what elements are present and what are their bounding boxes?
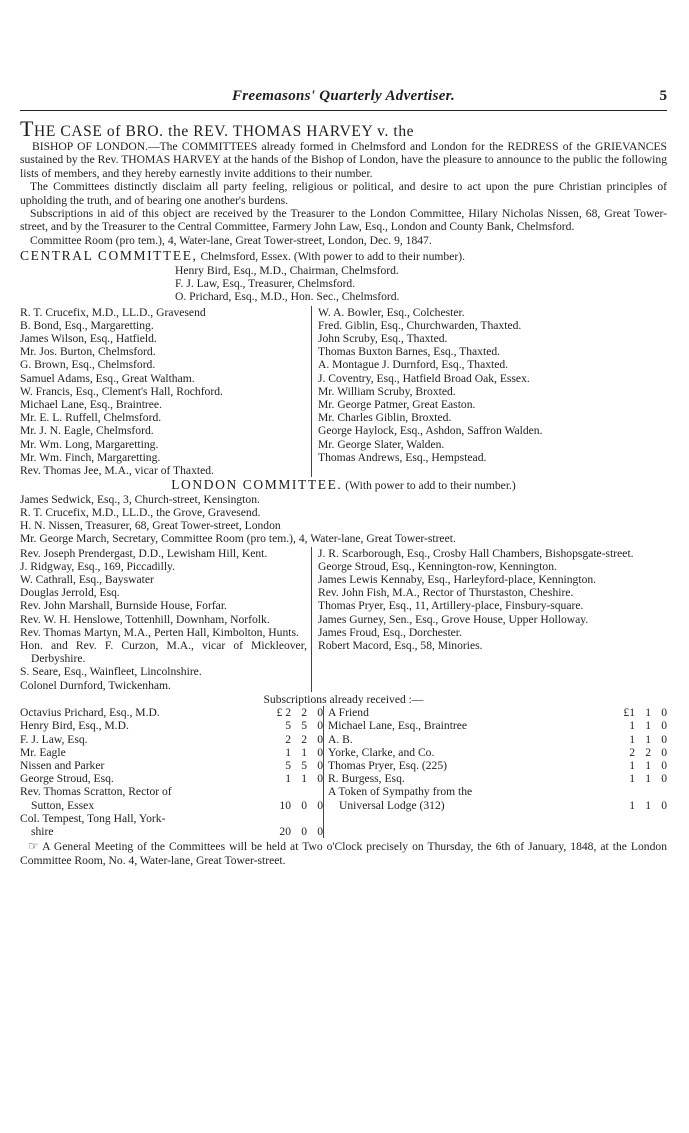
list-item: George Stroud, Esq., Kennington-row, Kennington. — [318, 559, 557, 573]
subscriptions-right — [324, 706, 667, 838]
list-item: W. A. Bowler, Esq., Colchester. — [318, 305, 465, 319]
list-item: Rev. Thomas Martyn, M.A., Perten Hall, Kimbolton, Hunts. — [20, 625, 299, 639]
list-item: Fred. Giblin, Esq., Churchwarden, Thaxted. — [318, 318, 522, 332]
amount-pounds: 5 — [285, 719, 291, 733]
london-committee-heading — [20, 478, 667, 492]
subscriptions-left — [20, 706, 324, 838]
subscriber-name: Yorke, Clarke, and Co. — [328, 745, 435, 759]
list-item: James Gurney, Sen., Esq., Grove House, Upper Holloway. — [318, 612, 589, 626]
london-committee-subtitle: (With power to add to their number.) — [345, 479, 516, 493]
list-item: George Haylock, Esq., Ashdon, Saffron Walden. — [318, 424, 543, 438]
list-item: James Wilson, Esq., Hatfield. — [20, 332, 157, 346]
running-title: Freemasons' Quarterly Advertiser. — [231, 88, 456, 104]
amount-pence: 0 — [661, 706, 667, 720]
list-item: B. Bond, Esq., Margaretting. — [20, 318, 154, 332]
central-members-right — [312, 306, 667, 478]
list-item: Rev. John Fish, M.A., Rector of Thurstaston, Cheshire. — [318, 586, 574, 600]
central-members — [20, 306, 667, 478]
subscriber-name: Universal Lodge (312) — [339, 798, 445, 812]
amount-pounds: £ 2 — [276, 706, 291, 720]
amount-shillings: 2 — [301, 732, 307, 746]
list-item: Robert Macord, Esq., 58, Minories. — [318, 638, 483, 652]
subscriber-name: Thomas Pryer, Esq. (225) — [328, 758, 447, 772]
amount-pence: 0 — [661, 719, 667, 733]
list-item: R. T. Crucefix, M.D., LL.D., Gravesend — [20, 305, 206, 319]
list-item: Mr. Jos. Burton, Chelmsford. — [20, 345, 156, 359]
table-row — [20, 772, 323, 785]
list-item: Rev. John Marshall, Burnside House, Forfar. — [20, 599, 227, 613]
table-row — [20, 812, 323, 825]
amount-pence: 0 — [661, 772, 667, 786]
subscriber-name: George Stroud, Esq. — [20, 772, 114, 786]
article-headline — [20, 116, 667, 141]
subscriber-name: A Token of Sympathy from the — [328, 785, 473, 799]
list-item: H. N. Nissen, Treasurer, 68, Great Tower-street, London — [20, 519, 281, 533]
amount-pounds: 1 — [629, 772, 635, 786]
amount-shillings — [635, 785, 651, 798]
amount-pence: 0 — [661, 732, 667, 746]
table-row — [20, 746, 323, 759]
list-item: Rev. W. H. Henslowe, Tottenhill, Downham, Norfolk. — [20, 612, 270, 626]
amount-pence: 0 — [317, 719, 323, 733]
subscriber-name: Michael Lane, Esq., Braintree — [328, 719, 468, 733]
list-item: Rev. Thomas Jee, M.A., vicar of Thaxted. — [20, 464, 214, 478]
intro-paragraph: BISHOP OF LONDON.—The COMMITTEES already formed in Chelmsford and London for the REDRESS of the GRIEVANCES sustained by the Rev. THOMAS HARVEY at the hands of the Bishop of London, have the pleasure to announce to the public the following lists of members, and they hereby earnestly invite additions to their number. — [20, 140, 667, 180]
table-row — [328, 785, 667, 798]
list-item: Mr. George Slater, Walden. — [318, 437, 445, 451]
list-item: Thomas Buxton Barnes, Esq., Thaxted. — [318, 345, 501, 359]
meeting-notice-text: A General Meeting of the Committees will be held at Two o'Clock precisely on Thursday, the 6th of January, 1848, at the London Committee Room, No. 4, Water-lane, Great Tower-street. — [20, 840, 667, 867]
officer-chairman: Henry Bird, Esq., M.D., Chairman, Chelmsford. — [175, 263, 399, 277]
subscription-amount — [613, 746, 667, 759]
list-item: Rev. Joseph Prendergast, D.D., Lewisham Hill, Kent. — [20, 546, 268, 560]
amount-pounds: 5 — [285, 758, 291, 772]
amount-pounds — [269, 812, 291, 825]
page-number: 5 — [659, 88, 667, 104]
table-row — [328, 799, 667, 812]
officer-treasurer: F. J. Law, Esq., Treasurer, Chelmsford. — [175, 276, 356, 290]
headline-dropcap: T — [20, 116, 35, 141]
subscription-amount — [613, 706, 667, 719]
amount-pence: 0 — [317, 706, 323, 720]
amount-pounds: 1 — [629, 719, 635, 733]
list-item: Mr. J. N. Eagle, Chelmsford. — [20, 424, 154, 438]
list-item: W. Francis, Esq., Clement's Hall, Rochford. — [20, 384, 223, 398]
table-row — [20, 785, 323, 798]
london-officers — [20, 493, 667, 546]
amount-shillings: 1 — [645, 758, 651, 772]
table-row — [328, 772, 667, 785]
subscriber-name: Rev. Thomas Scratton, Rector of — [20, 785, 172, 799]
list-item: James Froud, Esq., Dorchester. — [318, 625, 462, 639]
london-committee-title: LONDON COMMITTEE. — [171, 477, 343, 493]
list-item: Mr. William Scruby, Broxted. — [318, 384, 456, 398]
subscription-amount — [269, 719, 323, 732]
list-item: G. Brown, Esq., Chelmsford. — [20, 358, 156, 372]
subscription-amount — [269, 706, 323, 719]
amount-pounds: 1 — [629, 798, 635, 812]
table-row — [20, 759, 323, 772]
headline-text: HE CASE of BRO. the REV. THOMAS HARVEY v. the — [34, 123, 415, 140]
amount-pounds — [613, 785, 635, 798]
subscriber-name: A Friend — [328, 706, 369, 720]
amount-pounds: 1 — [285, 772, 291, 786]
list-item: Mr. E. L. Ruffell, Chelmsford. — [20, 411, 162, 425]
list-item: J. Coventry, Esq., Hatfield Broad Oak, Essex. — [318, 371, 530, 385]
list-item: J. R. Scarborough, Esq., Crosby Hall Chambers, Bishopsgate-street. — [318, 546, 634, 560]
amount-pence: 0 — [317, 772, 323, 786]
list-item: A. Montague J. Durnford, Esq., Thaxted. — [318, 358, 509, 372]
subscriber-name: Nissen and Parker — [20, 758, 105, 772]
table-row — [328, 746, 667, 759]
subscription-amount — [613, 799, 667, 812]
list-item: Mr. Charles Giblin, Broxted. — [318, 411, 452, 425]
amount-pounds — [269, 785, 291, 798]
amount-shillings — [291, 785, 307, 798]
amount-pence — [307, 812, 323, 825]
table-row — [328, 733, 667, 746]
subscription-amount — [269, 733, 323, 746]
subscriber-name: shire — [31, 824, 54, 838]
central-committee-subtitle: Chelmsford, Essex. (With power to add to their number). — [200, 250, 465, 264]
list-item: Mr. Wm. Long, Margaretting. — [20, 437, 159, 451]
amount-pounds: 20 — [279, 824, 291, 838]
central-committee-title: CENTRAL COMMITTEE, — [20, 248, 198, 264]
amount-shillings: 5 — [301, 719, 307, 733]
list-item: Thomas Pryer, Esq., 11, Artillery-place, Finsbury-square. — [318, 599, 584, 613]
amount-shillings: 5 — [301, 758, 307, 772]
amount-shillings: 1 — [645, 719, 651, 733]
subscriber-name: A. B. — [328, 732, 353, 746]
subscriptions-paragraph: Subscriptions in aid of this object are received by the Treasurer to the London Committee, Hilary Nicholas Nissen, 68, Great Tower-street, and by the Treasurer to the Central Committee, Farmery John Law, Esq., London and County Bank, Chelmsford. — [20, 207, 667, 234]
amount-pence: 0 — [317, 824, 323, 838]
amount-pence: 0 — [317, 732, 323, 746]
list-item: Hon. and Rev. F. Curzon, M.A., vicar of Mickleover, Derbyshire. — [20, 638, 307, 666]
table-row — [328, 759, 667, 772]
list-item: S. Seare, Esq., Wainfleet, Lincolnshire. — [20, 665, 202, 679]
subscriber-name: Col. Tempest, Tong Hall, York- — [20, 811, 166, 825]
amount-pence — [651, 785, 667, 798]
amount-shillings: 1 — [301, 745, 307, 759]
amount-shillings: 2 — [301, 706, 307, 720]
list-item: J. Ridgway, Esq., 169, Piccadilly. — [20, 559, 175, 573]
amount-pence — [307, 785, 323, 798]
amount-shillings: 1 — [645, 732, 651, 746]
amount-shillings: 0 — [301, 824, 307, 838]
amount-pence: 0 — [317, 798, 323, 812]
amount-shillings: 0 — [301, 798, 307, 812]
subscription-amount — [269, 825, 323, 838]
subscription-amount — [613, 733, 667, 746]
amount-shillings — [291, 812, 307, 825]
list-item: Mr. Wm. Finch, Margaretting. — [20, 450, 161, 464]
list-item: John Scruby, Esq., Thaxted. — [318, 332, 448, 346]
london-members-left — [20, 547, 312, 692]
subscription-amount — [269, 799, 323, 812]
amount-pence: 0 — [661, 798, 667, 812]
list-item: W. Cathrall, Esq., Bayswater — [20, 572, 154, 586]
amount-pence: 0 — [661, 758, 667, 772]
page-body — [20, 116, 667, 867]
amount-pence: 0 — [317, 745, 323, 759]
subscription-amount — [269, 772, 323, 785]
committee-room-paragraph: Committee Room (pro tem.), 4, Water-lane, Great Tower-street, London, Dec. 9, 1847. — [30, 233, 432, 247]
list-item: Samuel Adams, Esq., Great Waltham. — [20, 371, 195, 385]
list-item: James Lewis Kennaby, Esq., Harleyford-place, Kennington. — [318, 572, 597, 586]
subscriber-name: F. J. Law, Esq. — [20, 732, 88, 746]
pointing-hand-icon: ☞ — [28, 839, 39, 854]
page-header — [20, 88, 667, 110]
subscription-amount — [613, 759, 667, 772]
amount-pounds: 2 — [629, 745, 635, 759]
amount-pounds: 10 — [279, 798, 291, 812]
london-members-right — [312, 547, 667, 692]
list-item: Thomas Andrews, Esq., Hempstead. — [318, 450, 487, 464]
amount-shillings: 1 — [645, 798, 651, 812]
list-item: R. T. Crucefix, M.D., LL.D., the Grove, Gravesend. — [20, 505, 261, 519]
subscriptions-table — [20, 706, 667, 838]
london-members — [20, 547, 667, 692]
subscriber-name: Octavius Prichard, Esq., M.D. — [20, 706, 160, 720]
amount-shillings: 1 — [645, 706, 651, 720]
list-item: Mr. George Patmer, Great Easton. — [318, 398, 476, 412]
table-row — [20, 799, 323, 812]
central-members-left — [20, 306, 312, 478]
central-committee-heading — [20, 249, 667, 263]
subscription-amount — [269, 746, 323, 759]
meeting-notice — [20, 840, 667, 867]
subscription-amount — [269, 785, 323, 798]
list-item: James Sedwick, Esq., 3, Church-street, Kensington. — [20, 492, 260, 506]
amount-pounds: 1 — [629, 758, 635, 772]
subscription-amount — [269, 812, 323, 825]
header-rule — [20, 110, 667, 111]
list-item: Douglas Jerrold, Esq. — [20, 586, 120, 600]
subscription-amount — [613, 785, 667, 798]
subscription-amount — [613, 719, 667, 732]
table-row — [328, 706, 667, 719]
amount-pounds: 2 — [285, 732, 291, 746]
table-row — [20, 719, 323, 732]
amount-pounds: £1 — [623, 706, 635, 720]
subscription-amount — [613, 772, 667, 785]
amount-shillings: 1 — [645, 772, 651, 786]
amount-pence: 0 — [661, 745, 667, 759]
subscription-amount — [269, 759, 323, 772]
table-row — [20, 825, 323, 838]
amount-shillings: 2 — [645, 745, 651, 759]
list-item: Michael Lane, Esq., Braintree. — [20, 398, 162, 412]
table-row — [20, 706, 323, 719]
table-row — [20, 733, 323, 746]
subscriber-name: R. Burgess, Esq. — [328, 772, 405, 786]
amount-pounds: 1 — [285, 745, 291, 759]
amount-pence: 0 — [317, 758, 323, 772]
table-row — [328, 719, 667, 732]
officer-secretary: O. Prichard, Esq., M.D., Hon. Sec., Chelmsford. — [175, 289, 400, 303]
amount-shillings: 1 — [301, 772, 307, 786]
subscriber-name: Henry Bird, Esq., M.D. — [20, 719, 129, 733]
amount-pounds: 1 — [629, 732, 635, 746]
subscriber-name: Mr. Eagle — [20, 745, 66, 759]
subscriber-name: Sutton, Essex — [31, 798, 95, 812]
list-item: Mr. George March, Secretary, Committee Room (pro tem.), 4, Water-lane, Great Tower-street. — [20, 532, 456, 546]
list-item: Colonel Durnford, Twickenham. — [20, 678, 171, 692]
central-officers — [20, 264, 667, 303]
disclaimer-paragraph: The Committees distinctly disclaim all party feeling, religious or political, and desire to act upon the pure Christian principles of upholding the truth, and of bearing one another's burdens. — [20, 180, 667, 207]
subscriptions-heading: Subscriptions already received :— — [263, 692, 424, 706]
